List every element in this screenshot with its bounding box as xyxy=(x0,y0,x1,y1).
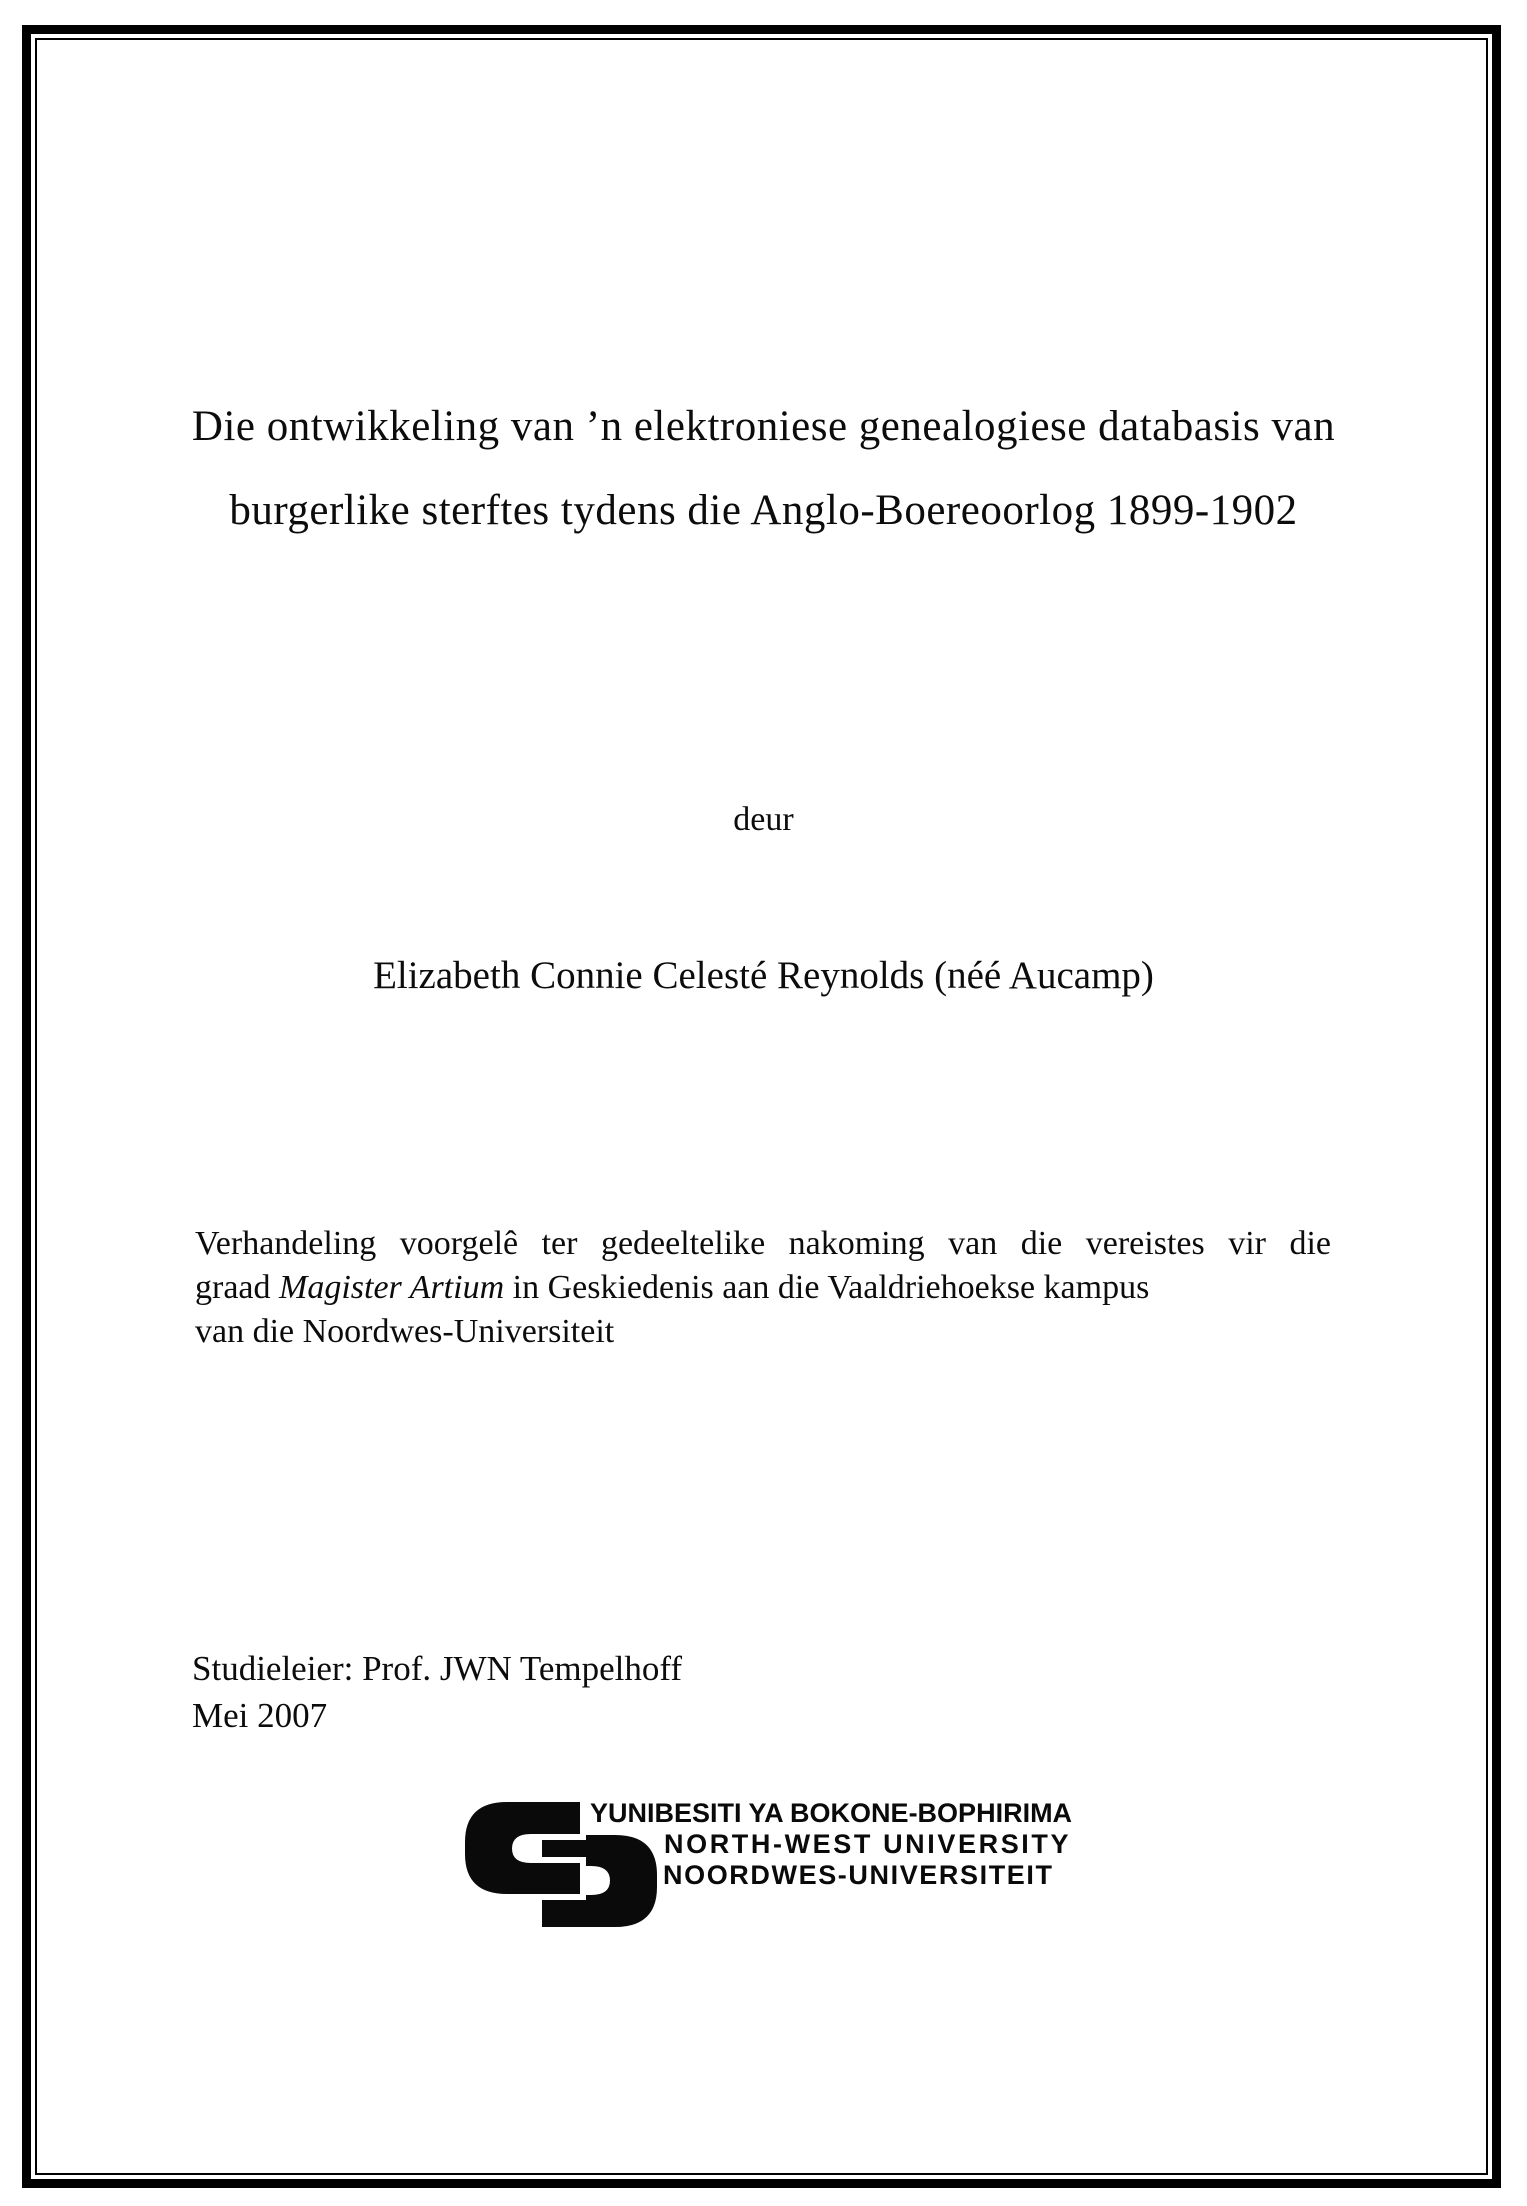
thesis-title xyxy=(80,385,1447,553)
logo-text-setswana: YUNIBESITI YA BOKONE-BOPHIRIMA xyxy=(590,1798,1073,1828)
thesis-title-line2: burgerlike sterftes tydens die Anglo-Boereoorlog 1899-1902 xyxy=(229,487,1298,534)
statement-line1: Verhandeling voorgelê ter gedeeltelike nakoming van die vereistes vir die xyxy=(195,1225,1331,1262)
logo-text-english: NORTH-WEST UNIVERSITY xyxy=(664,1829,1072,1859)
statement-line2 xyxy=(195,1266,1331,1310)
university-logo xyxy=(465,1798,1115,1950)
date-line: Mei 2007 xyxy=(192,1696,328,1735)
supervisor-line: Studieleier: Prof. JWN Tempelhoff xyxy=(192,1649,683,1688)
statement-line2-suffix: in Geskiedenis aan die Vaaldriehoekse kampus xyxy=(504,1269,1150,1306)
degree-name: Magister Artium xyxy=(279,1269,505,1306)
statement-line3: van die Noordwes-Universiteit xyxy=(195,1313,615,1350)
logo-text-afrikaans: NOORDWES-UNIVERSITEIT xyxy=(663,1860,1054,1890)
byline-deur: deur xyxy=(733,801,794,838)
university-logo-text xyxy=(590,1798,1072,1891)
statement-line2-prefix: graad xyxy=(195,1269,280,1306)
author-name: Elizabeth Connie Celesté Reynolds (néé Aucamp) xyxy=(373,954,1154,997)
supervisor-and-date xyxy=(192,1645,682,1739)
thesis-title-line1: Die ontwikkeling van ’n elektroniese genealogiese databasis van xyxy=(191,403,1336,450)
submission-statement xyxy=(195,1222,1331,1354)
